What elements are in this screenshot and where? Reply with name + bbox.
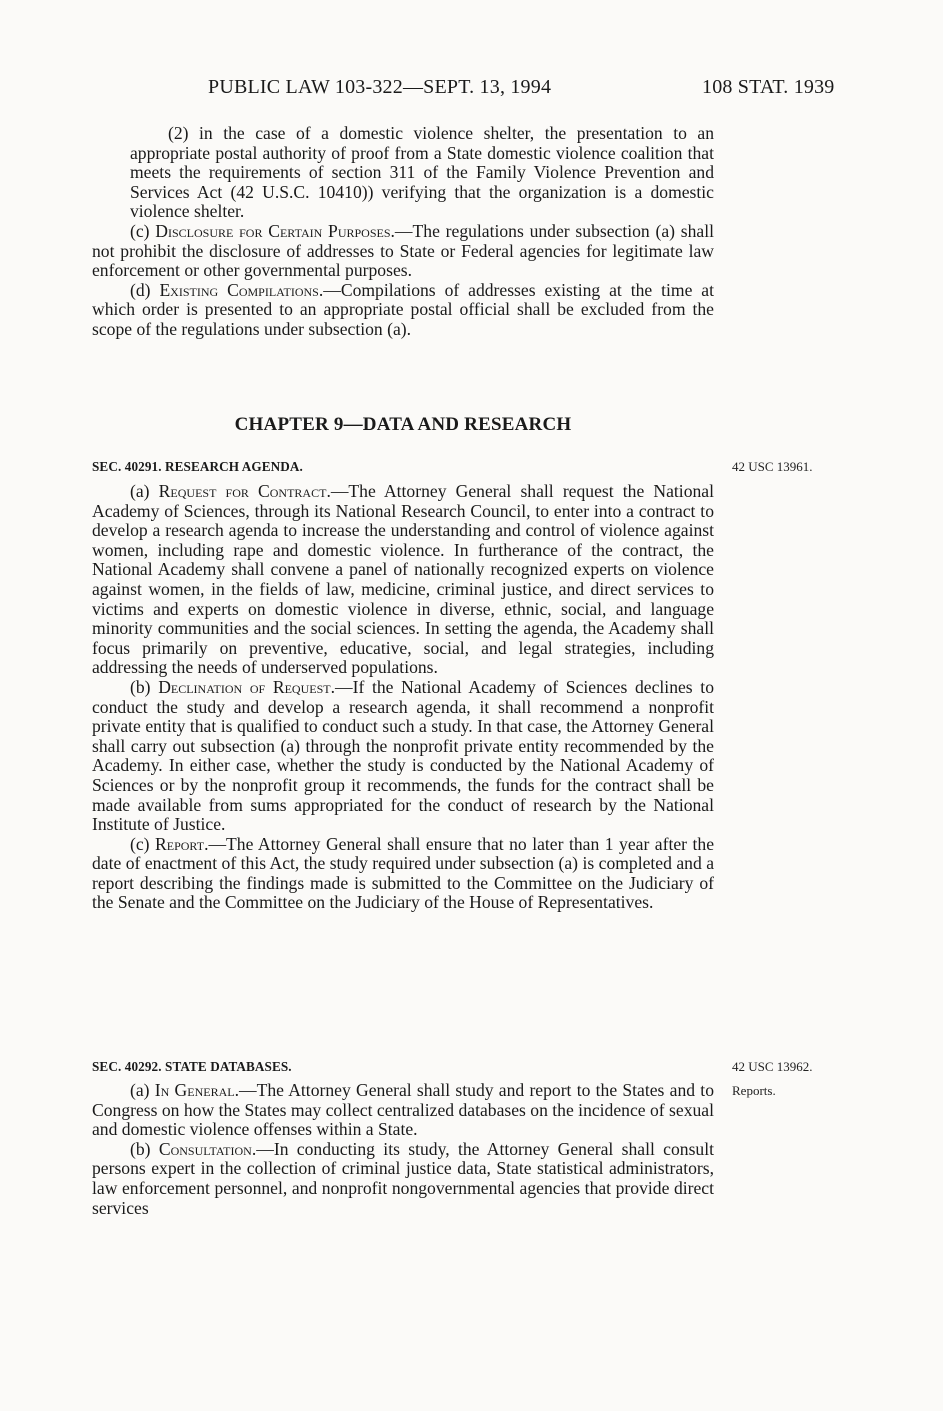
subsection-b-label: (b) <box>130 676 159 697</box>
section-40292-subsection-a <box>92 1081 714 1140</box>
opening-text-block <box>92 124 714 340</box>
subsection-a-text: .—The Attorney General shall study and report to the States and to Congress on how the States may collect centralized databases on the incidence of sexual and domestic violence offenses within a State. <box>92 1080 714 1140</box>
subsection-b-heading: Consultation <box>158 1138 252 1159</box>
subsection-a-label: (a) <box>130 1080 155 1100</box>
margin-note-42-usc-13962: 42 USC 13962. <box>732 1059 813 1074</box>
subsection-a-heading: Request for Contract <box>158 481 327 501</box>
running-header-page-ref: 108 STAT. 1939 <box>702 76 835 98</box>
subsection-c <box>92 222 714 281</box>
subsection-b-text: .—If the National Academy of Sciences declines to conduct the study and develop a research agenda, it shall recommend a nonprofit private entity that is qualified to conduct such a study. In that case, the Attorney General shall carry out subsection (a) through the nonprofit private entity recommended by the Academy. In either case, whether the study is conducted by the National Academy of Sciences or by the nonprofit group it recommends, the funds for the contract shall be made available from sums appropriated for the conduct of research by the National Institute of Justice. <box>92 676 714 835</box>
subsection-d-text: .—Compilations of addresses existing at the time at which order is presented to an appropriate postal official shall be excluded from the scope of the regulations under subsection (a). <box>92 279 714 339</box>
subsection-c-heading: Disclosure for Certain Purposes <box>155 220 391 241</box>
subsection-a-text: .—The Attorney General shall request the National Academy of Sciences, through its National Research Council, to enter into a contract to develop a research agenda to increase the understanding and control of violence against women, including rape and domestic violence. In furtherance of the contract, the National Academy shall convene a panel of nationally recognized experts on violence against women, in the fields of law, medicine, criminal justice, and direct services to victims and experts on domestic violence in diverse, ethnic, social, and language minority communities and the social sciences. In setting the agenda, the Academy shall focus primarily on preventive, educative, social, and legal strategies, including addressing the needs of underserved populations. <box>92 481 714 678</box>
subsection-d-label: (d) <box>130 279 160 300</box>
section-40291-body <box>92 482 714 913</box>
chapter-heading: CHAPTER 9—DATA AND RESEARCH <box>234 414 572 435</box>
section-40291-subsection-a <box>92 482 714 678</box>
subsection-c-text: .—The Attorney General shall ensure that no later than 1 year after the date of enactment of this Act, the study required under subsection (a) is completed and a report describing the findings made is submitted to the Committee on the Judiciary of the Senate and the Committee on the Judiciary of the House of Representatives. <box>92 833 714 913</box>
running-header-title: PUBLIC LAW 103-322—SEPT. 13, 1994 <box>208 76 552 98</box>
subsection-d-heading: Existing Compilations <box>159 279 319 300</box>
subsection-d <box>92 281 714 340</box>
subsection-c-heading: Report <box>155 833 205 854</box>
section-40292-body <box>92 1081 714 1218</box>
subsection-b-label: (b) <box>130 1138 159 1159</box>
subsection-c-label: (c) <box>130 833 156 854</box>
section-40292-heading: SEC. 40292. STATE DATABASES. <box>92 1059 292 1074</box>
subsection-a-heading: In General <box>154 1080 235 1100</box>
section-40291-subsection-b <box>92 678 714 835</box>
subsection-b-text: .—In conducting its study, the Attorney General shall consult persons expert in the collection of criminal justice data, State statistical administrators, law enforcement personnel, and nonprofit nongovernmental agencies that provide direct services <box>92 1138 714 1218</box>
subsection-c-label: (c) <box>130 220 156 241</box>
section-40291-subsection-c <box>92 835 714 913</box>
subsection-b-heading: Declination of Request <box>158 676 331 697</box>
section-40291-heading: SEC. 40291. RESEARCH AGENDA. <box>92 459 303 474</box>
paragraph-2-text: (2) in the case of a domestic violence shelter, the presentation to an appropriate postal authority of proof from a State domestic violence coalition that meets the requirements of section 311 of the Family Violence Prevention and Services Act (42 U.S.C. 10410)) verifying that the organization is a domestic violence shelter. <box>130 123 714 222</box>
margin-note-reports: Reports. <box>732 1083 776 1098</box>
paragraph-2 <box>92 124 714 222</box>
margin-note-42-usc-13961: 42 USC 13961. <box>732 459 813 474</box>
subsection-a-label: (a) <box>130 481 159 501</box>
section-40292-subsection-b <box>92 1140 714 1218</box>
subsection-c-text: .—The regulations under subsection (a) shall not prohibit the disclosure of addresses to State or Federal agencies for legitimate law enforcement or other governmental purposes. <box>92 220 714 281</box>
